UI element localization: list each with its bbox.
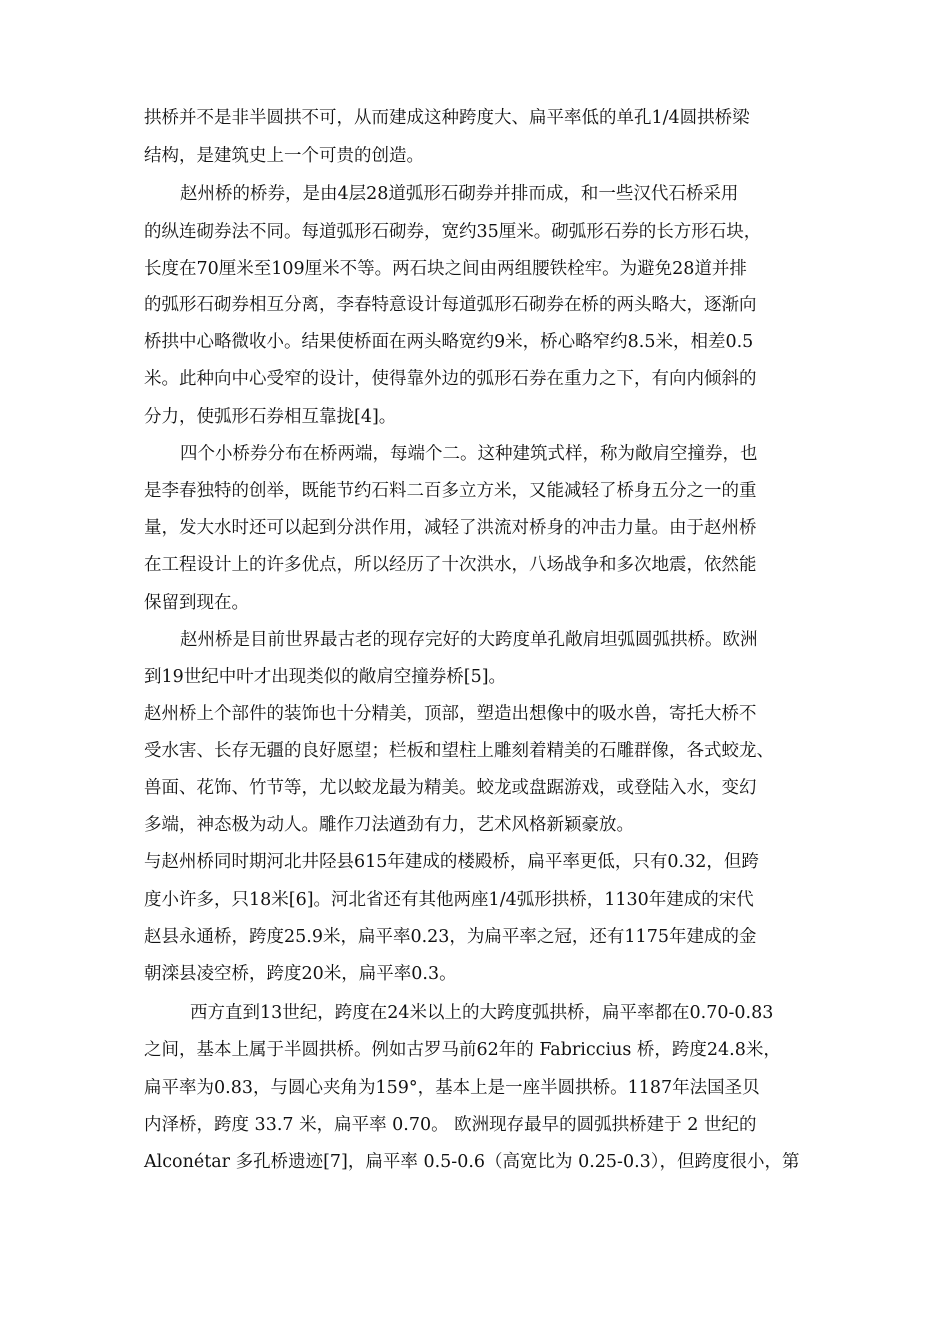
line-text: 长度在70厘米至109厘米不等。两石块之间由两组腰铁栓牢。为避免28道并排 [144, 259, 747, 279]
line-text: 结构，是建筑史上一个可贵的创造。 [144, 146, 424, 166]
line-text: 量，发大水时还可以起到分洪作用，减轻了洪流对桥身的冲击力量。由于赵州桥 [144, 518, 757, 538]
text-line [0, 474, 950, 508]
text-line [0, 957, 950, 991]
text-line [0, 1071, 950, 1105]
text-line [0, 548, 950, 582]
line-text: 的纵连砌券法不同。每道弧形石砌券，宽约35厘米。砌弧形石券的长方形石块， [144, 222, 762, 242]
text-line [0, 101, 950, 135]
text-line [0, 734, 950, 768]
text-line [0, 623, 950, 657]
text-line [0, 362, 950, 396]
line-text: 受水害、长存无疆的良好愿望；栏板和望柱上雕刻着精美的石雕群像，各式蛟龙、 [144, 741, 774, 761]
line-text: 西方直到13世纪，跨度在24米以上的大跨度弧拱桥，扁平率都在0.70-0.83 [190, 1003, 774, 1023]
text-line [0, 177, 950, 211]
text-line [0, 771, 950, 805]
text-line [0, 1108, 950, 1142]
line-text: 米。此种向中心受窄的设计，使得靠外边的弧形石券在重力之下，有向内倾斜的 [144, 369, 757, 389]
line-text: 之间，基本上属于半圆拱桥。例如古罗马前62年的 Fabriccius 桥，跨度24.8米， [144, 1040, 781, 1060]
line-text: 兽面、花饰、竹节等，尤以蛟龙最为精美。蛟龙或盘踞游戏，或登陆入水，变幻 [144, 778, 757, 798]
line-text: 保留到现在。 [144, 593, 249, 613]
line-text: 拱桥并不是非半圆拱不可，从而建成这种跨度大、扁平率低的单孔1/4圆拱桥梁 [144, 108, 750, 128]
text-line [0, 920, 950, 954]
line-text: 朝滦县凌空桥，跨度20米，扁平率0.3。 [144, 964, 457, 984]
text-line [0, 325, 950, 359]
text-line [0, 996, 950, 1030]
line-text: 是李春独特的创举，既能节约石料二百多立方米，又能减轻了桥身五分之一的重 [144, 481, 757, 501]
line-text: 多端，神态极为动人。雕作刀法遒劲有力，艺术风格新颖豪放。 [144, 815, 634, 835]
line-text: 桥拱中心略微收小。结果使桥面在两头略宽约9米，桥心略窄约8.5米，相差0.5 [144, 332, 754, 352]
text-line [0, 511, 950, 545]
line-text: 的弧形石砌券相互分离，李春特意设计每道弧形石砌券在桥的两头略大，逐渐向 [144, 295, 757, 315]
text-line [0, 1145, 950, 1179]
line-text: 四个小桥券分布在桥两端，每端个二。这种建筑式样，称为敞肩空撞券，也 [180, 444, 758, 464]
text-line [0, 660, 950, 694]
text-line [0, 586, 950, 620]
text-line [0, 437, 950, 471]
line-text: 赵县永通桥，跨度25.9米，扁平率0.23，为扁平率之冠，还有1175年建成的金 [144, 927, 757, 947]
text-line [0, 400, 950, 434]
line-text: 到19世纪中叶才出现类似的敞肩空撞券桥[5]。 [144, 667, 507, 687]
text-line [0, 1033, 950, 1067]
text-line [0, 808, 950, 842]
text-line [0, 697, 950, 731]
line-text: 分力，使弧形石券相互靠拢[4]。 [144, 407, 397, 427]
line-text: Alconétar 多孔桥遗迹[7]，扁平率 0.5-0.6（高宽比为 0.25-0.3），但跨度很小，第 [144, 1152, 800, 1172]
text-line [0, 288, 950, 322]
line-text: 扁平率为0.83，与圆心夹角为159°，基本上是一座半圆拱桥。1187年法国圣贝 [144, 1078, 760, 1098]
line-text: 赵州桥是目前世界最古老的现存完好的大跨度单孔敞肩坦弧圆弧拱桥。欧洲 [180, 630, 758, 650]
text-line [0, 883, 950, 917]
text-line [0, 215, 950, 249]
line-text: 内泽桥，跨度 33.7 米，扁平率 0.70。 欧洲现存最早的圆弧拱桥建于 2 世纪的 [144, 1115, 757, 1135]
line-text: 赵州桥上个部件的装饰也十分精美，顶部，塑造出想像中的吸水兽，寄托大桥不 [144, 704, 757, 724]
line-text: 度小许多，只18米[6]。河北省还有其他两座1/4弧形拱桥，1130年建成的宋代 [144, 890, 754, 910]
text-line [0, 845, 950, 879]
line-text: 赵州桥的桥券，是由4层28道弧形石砌券并排而成，和一些汉代石桥采用 [180, 184, 739, 204]
line-text: 在工程设计上的许多优点，所以经历了十次洪水，八场战争和多次地震，依然能 [144, 555, 757, 575]
text-line [0, 139, 950, 173]
line-text: 与赵州桥同时期河北井陉县615年建成的楼殿桥，扁平率更低，只有0.32，但跨 [144, 852, 759, 872]
text-line [0, 252, 950, 286]
